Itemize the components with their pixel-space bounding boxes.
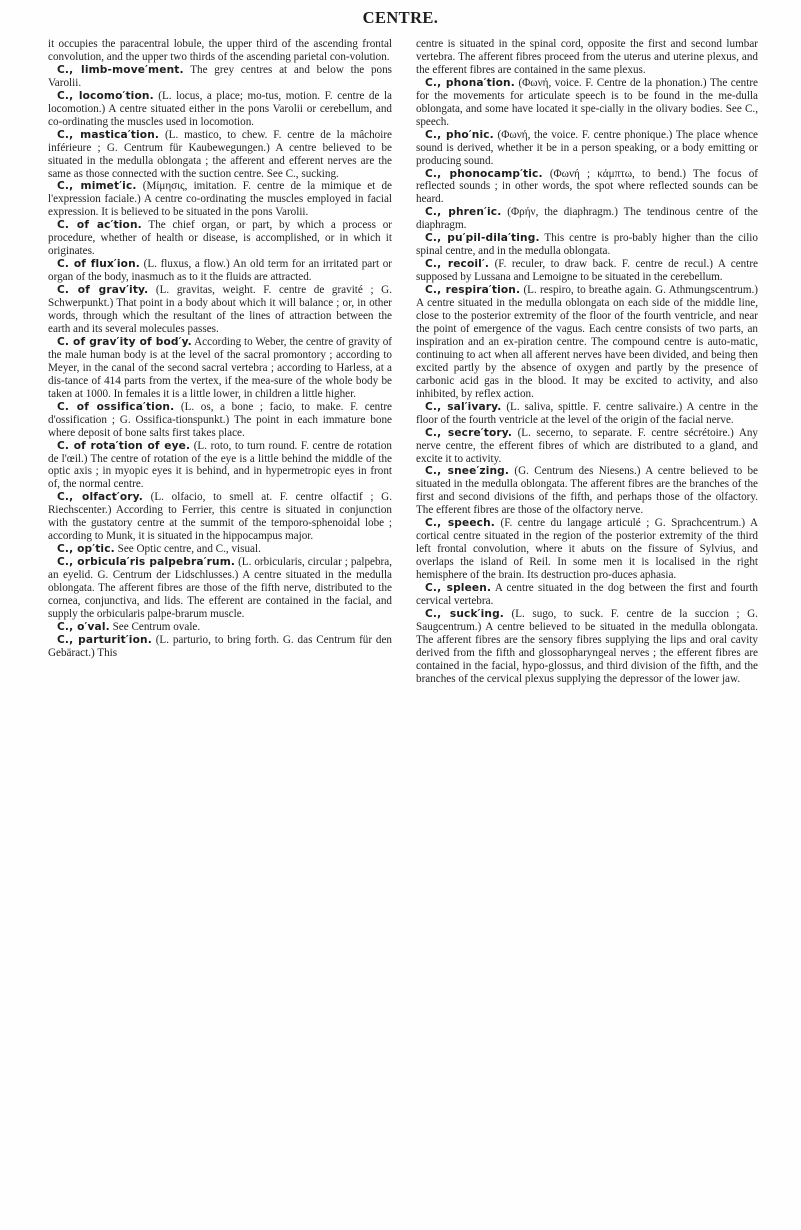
entry-text: (L. respiro, to breathe again. G. Athmungscentrum.) A centre situated in the medulla oblongata on each side of the middle line, close to the posterior extremity of the floor of the fourth ventricle, and near the point of emergence of the vagus. Each centre consists of two parts, an inspiration and an ex-piration centre. The compound centre is auto-matic, continuing to act when all afferent nerves have been divided, and being then excited partly by the absence of oxygen and partly by the presence of carbonic acid gas in the blood. It may be excited to activity, and also inhibited, by reflex action. [416,284,758,400]
entry-text: (Φωνή ; κάμπτω, to bend.) The focus of reflected sounds ; in other words, the spot where reflected sounds can be heard. [416,167,758,206]
dictionary-entry [416,427,758,466]
entry-headword: C., pu′pil-dila′ting. [425,232,540,245]
dictionary-entry [416,582,758,608]
entry-headword: C. of grav′ity of bod′y. [57,335,192,348]
dictionary-entry [48,543,392,556]
entry-text: (Φωνή, the voice. F. centre phonique.) The place whence sound is derived, whether it be in a person speaking, or a body emitting or producing sound. [416,128,758,167]
entry-text: (Φρήν, the diaphragm.) The tendinous centre of the diaphragm. [416,206,758,232]
entry-headword: C., parturit′ion. [57,633,152,646]
entry-headword: C., pho′nic. [425,128,494,141]
entry-headword: C. of rota′tion of eye. [57,439,191,452]
entry-text: (L. fluxus, a flow.) An old term for an irritated part or organ of the body, inasmuch as to it the fluids are attracted. [48,258,392,284]
dictionary-entry [416,401,758,427]
entry-headword: C., phona′tion. [425,76,515,89]
entry-headword: C., olfact′ory. [57,491,143,504]
dictionary-entry [416,129,758,168]
entry-text: According to Weber, the centre of gravity of the male human body is at the level of the sacral promontory ; according to Meyer, in the canal of the second sacral vertebra ; according to Harless, at a dis-tance of 414 parts from the vertex, if the mea-sure of the whole body be taken at 1000. In females it is a little lower, in children a little higher. [48,335,392,400]
dictionary-entry [416,284,758,401]
entry-headword: C., spleen. [425,582,492,595]
dictionary-entry [48,180,392,219]
entry-headword: C., mimet′ic. [57,180,137,193]
entry-text: (Μίμησις, imitation. F. centre de la mimique et de l'expression faciale.) A centre co-ordinating the muscles employed in facial expression. It is believed to be situated in the pons Varolii. [48,180,392,219]
entry-text: (F. reculer, to draw back. F. centre de recul.) A centre supposed by Lussana and Lemoigne to be situated in the cerebellum. [416,258,758,284]
entry-text: See Centrum ovale. [112,620,201,633]
entry-text: centre is situated in the spinal cord, opposite the first and second lumbar vertebra. The afferent fibres proceed from the uterus and uterine plexus, and the efferent fibres are contained in the same plexus. [416,38,758,76]
entry-text: (L. gravitas, weight. F. centre de gravité ; G. Schwerpunkt.) That point in a body about which it will balance ; or, in other words, through which the resultant of the lines of attraction between the earth and its several molecules passes. [48,284,392,335]
entry-text: (L. mastico, to chew. F. centre de la mâchoire inférieure ; G. Centrum für Kaubewegungen.) A centre believed to be situated in the medulla oblongata ; the afferent and efferent nerves are the same as those connected with the suction centre. See C., sucking. [48,128,392,180]
dictionary-entry [416,465,758,517]
entry-headword: C., phren′ic. [425,206,502,219]
entry-headword: C., recoil′. [425,258,490,271]
dictionary-entry [416,258,758,284]
entry-headword: C., orbicula′ris palpebra′rum. [57,556,236,569]
entry-text: it occupies the paracentral lobule, the upper third of the ascending frontal convolution, and the upper two thirds of the ascending parietal con-volution. [48,38,392,63]
entry-headword: C., o′val. [57,620,110,633]
entry-headword: C., respira′tion. [425,284,521,297]
dictionary-entry [48,336,392,401]
dictionary-entry [48,284,392,336]
entry-headword: C., limb-move′ment. [57,63,184,76]
entry-text: (L. saliva, spittle. F. centre salivaire.) A centre in the floor of the fourth ventricle at the level of the origin of the facial nerve. [416,400,758,426]
entry-text: See Optic centre, and C., visual. [117,543,261,556]
entry-text: This centre is pro-bably higher than the cilio spinal centre, and in the medulla oblongata. [416,232,758,258]
dictionary-entry [48,621,392,634]
dictionary-entry [416,608,758,686]
entry-text: (L. olfacio, to smell at. F. centre olfactif ; G. Riechscenter.) According to Ferrier, this centre is situated in conjunction with the gustatory centre at the summit of the temporo-sphenoidal lobe ; according to Munk, it is situated in the hippocampus major. [48,491,392,543]
entry-headword: C., snee′zing. [425,465,510,478]
dictionary-entry [48,219,392,258]
entry-text: A centre situated in the dog between the first and fourth cervical vertebra. [416,582,758,607]
entry-headword: C., locomo′tion. [57,89,154,102]
entry-text: (L. parturio, to bring forth. G. das Centrum für den Gebäract.) This [48,633,392,659]
entry-headword: C. of ossifica′tion. [57,400,175,413]
dictionary-entry [416,206,758,232]
running-head: CENTRE. [362,8,439,27]
entry-headword: C. of ac′tion. [57,219,142,232]
dictionary-entry [48,440,392,492]
entry-text: (L. secerno, to separate. F. centre sécrétoire.) Any nerve centre, the efferent fibres of which are distributed to a gland, and excite it to activity. [416,426,759,465]
entry-headword: C., mastica′tion. [57,128,160,141]
entry-headword: C., speech. [425,517,495,530]
entry-headword: C. of grav′ity. [57,284,149,297]
entry-headword: C., phonocamp′tic. [425,167,543,180]
dictionary-entry [48,258,392,284]
dictionary-entry [416,77,758,129]
dictionary-entry [416,168,758,207]
entry-text: (L. sugo, to suck. F. centre de la succion ; G. Saugcentrum.) A centre believed to be situated in the medulla oblongata. The afferent fibres are the sensory fibres supplying the lips and oral cavity derived from the fifth and glossopharyngeal nerves ; the efferent fibres are contained in the facial, hypo-glossus, and third division of the fifth, and the branches of the cervical plexus supplying the depressor of the lower jaw. [416,607,758,685]
dictionary-entry [48,129,392,181]
entry-text: (L. locus, a place; mo-tus, motion. F. centre de la locomotion.) A centre situated either in the pons Varolii or cerebellum, and co-ordinating the muscles used in locomotion. [48,89,392,128]
dictionary-entry [48,64,392,90]
dictionary-entry [48,634,392,660]
left-column [48,38,392,660]
entry-text: (L. orbicularis, circular ; palpebra, an eyelid. G. Centrum der Lidschlusses.) A centre situated in the medulla oblongata. The afferent fibres are those of the fifth nerve, distributed to the cornea, conjunctiva, and lids. The efferent are contained in the facial, and supply the orbicularis palpe-brarum muscle. [48,556,392,620]
dictionary-entry [416,232,758,258]
entry-text: The grey centres at and below the pons Varolii. [48,63,393,89]
dictionary-entry [48,90,392,129]
entry-text: The chief organ, or part, by which a process or procedure, whether of health or disease, is accomplished, or in which it originates. [48,219,392,258]
dictionary-entry [48,401,392,440]
entry-text: (Φωνή, voice. F. Centre de la phonation.) The centre for the movements for articulate speech is to be found in the me-dulla oblongata, and some have located it spe-cially in the olivary bodies. See C., speech. [416,76,758,128]
entry-text: (L. roto, to turn round. F. centre de rotation de l'œil.) The centre of rotation of the eye is a little behind the middle of the optic axis ; in myopic eyes it is behind, and in hypermetropic eyes in front of, the normal centre. [48,439,392,491]
entry-headword: C., sal′ivary. [425,400,502,413]
entry-headword: C., suck′ing. [425,607,504,620]
entry-text: (G. Centrum des Niesens.) A centre believed to be situated in the medulla oblongata. The afferent fibres are the branches of the first and second divisions of the fifth, and perhaps those of the olfactory. The efferent fibres are those of the olfactory nerve. [416,465,758,517]
entry-text: (F. centre du langage articulé ; G. Sprachcentrum.) A cortical centre situated in the region of the posterior extremity of the third left frontal convolution, where it abuts on the fissure of Sylvius, and overlaps the island of Reil. In some men it is localised in the right hemisphere of the brain. Its destruction pro-duces aphasia. [416,517,758,582]
entry-headword: C., secre′tory. [425,426,513,439]
entry-headword: C., op′tic. [57,543,115,556]
dictionary-entry [416,517,758,582]
dictionary-entry [48,491,392,543]
continued-text [48,38,392,64]
right-column [416,38,758,686]
entry-headword: C. of flux′ion. [57,258,140,271]
entry-text: (L. os, a bone ; facio, to make. F. centre d'ossification ; G. Ossifica-tionspunkt.) The point in each immature bone where deposit of bone salts first takes place. [48,400,392,439]
continued-text [416,38,758,77]
dictionary-entry [48,556,392,621]
